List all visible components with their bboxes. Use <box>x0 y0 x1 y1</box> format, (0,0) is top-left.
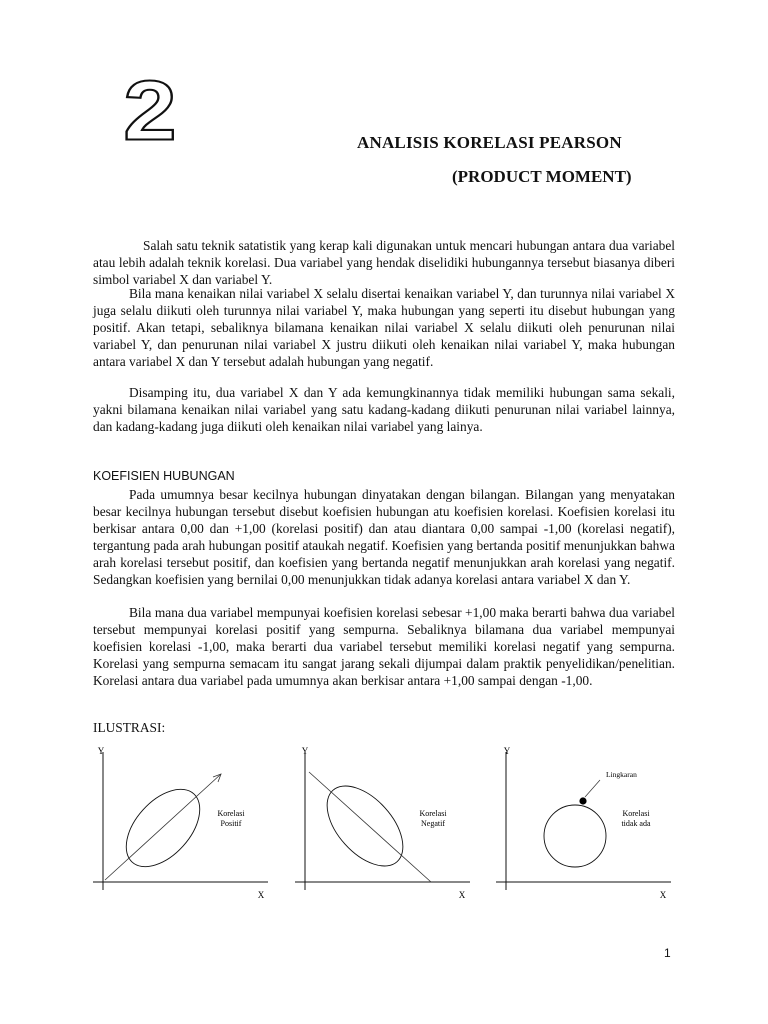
y-axis-label: Y <box>503 746 511 756</box>
koefisien-paragraph-2 <box>93 604 675 689</box>
y-axis-label: Y <box>97 746 105 756</box>
paragraph-text: Bila mana dua variabel mempunyai koefisien korelasi sebesar +1,00 maka berarti bahwa dua variabel tersebut mempunyai korelasi positif yang sempurna. Sebaliknya bilamana dua variabel mempunyai koefisien korelasi -1,00, maka berarti dua variabel tersebut memiliki korelasi negatif yang sempurna. Korelasi yang sempurna semacam itu sangat jarang sekali dijumpai dalam praktik penyelidikan/penelitian. Korelasi antara dua variabel pada umumnya akan berkisar antara +1,00 sampai dengan -1,00. <box>93 605 675 689</box>
section-heading: KOEFISIEN HUBUNGAN <box>93 469 235 483</box>
chart-no-correlation <box>496 740 676 910</box>
trend-line <box>309 772 431 882</box>
chart-positive-correlation <box>93 740 273 910</box>
x-axis-label: X <box>659 890 667 900</box>
chart-negative-correlation <box>295 740 475 910</box>
scatter-circle <box>544 805 606 867</box>
y-axis-label: Y <box>301 746 309 756</box>
caption-line-1: Korelasi <box>419 809 447 818</box>
page-number: 1 <box>664 946 671 960</box>
intro-paragraph-3 <box>93 384 675 435</box>
illustration-heading: ILUSTRASI: <box>93 720 166 735</box>
chapter-number: 2 <box>123 78 177 158</box>
annotation-pointer <box>585 780 600 797</box>
intro-paragraph-2 <box>93 285 675 370</box>
koefisien-paragraph-1 <box>93 486 675 589</box>
x-axis-label: X <box>257 890 265 900</box>
caption-line-2: Negatif <box>421 819 445 828</box>
circle-marker-dot <box>579 797 586 804</box>
title-line-2: (PRODUCT MOMENT) <box>452 167 632 186</box>
title-line-1: ANALISIS KORELASI PEARSON <box>357 133 622 152</box>
caption-line-2: tidak ada <box>621 819 651 828</box>
caption-line-2: Positif <box>220 819 242 828</box>
chapter-number-graphic <box>100 78 200 158</box>
paragraph-text: Disamping itu, dua variabel X dan Y ada kemungkinannya tidak memiliki hubungan sama sekali, yakni bilamana kenaikan nilai variabel yang satu kadang-kadang diikuti penurunan nilai variabel lainnya, dan kadang-kadang juga diikuti oleh kenaikan nilai variabel yang lainya. <box>93 385 675 435</box>
scatter-ellipse <box>112 776 214 881</box>
x-axis-label: X <box>458 890 466 900</box>
caption-line-1: Korelasi <box>217 809 245 818</box>
scatter-ellipse <box>313 772 417 879</box>
trend-line <box>105 774 221 880</box>
annotation-label: Lingkaran <box>606 770 637 779</box>
paragraph-text: Salah satu teknik satatistik yang kerap kali digunakan untuk mencari hubungan antara dua variabel atau lebih adalah teknik korelasi. Dua variabel yang hendak diselidiki hubungannya tersebut biasanya diberi simbol variabel X dan variabel Y. <box>93 238 675 288</box>
paragraph-text: Bila mana kenaikan nilai variabel X selalu disertai kenaikan variabel Y, dan turunnya nilai variabel X juga selalu diikuti oleh turunnya nilai variabel Y, maka hubungan yang seperti itu disebut hubungan yang positif. Akan tetapi, sebaliknya bilamana kenaikan nilai variabel X selalu diikuti oleh penurunan nilai variabel Y, dan penurunan nilai variabel X justru diikuti oleh kenaikan nilai variabel Y, maka hubungan antara variabel X dan Y tersebut adalah hubungan yang negatif. <box>93 286 675 370</box>
paragraph-text: Pada umumnya besar kecilnya hubungan dinyatakan dengan bilangan. Bilangan yang menyatakan besar kecilnya hubungan tersebut disebut koefisien hubungan atu koefisien korelasi. Koefisien korelasi itu berkisar antara 0,00 dan +1,00 (korelasi positif) dan atau diantara 0,00 sampai -1,00 (korelasi negatif), tergantung pada arah hubungan positif ataukah negatif. Koefisien yang bertanda positif menunjukkan bahwa arah korelasi tersebut positif, dan koefisien yang bertanda negatif menunjukkan arah korelasi yang negatif. Sedangkan koefisien yang bernilai 0,00 menunjukkan tidak adanya korelasi antara variabel X dan Y. <box>93 487 675 588</box>
caption-line-1: Korelasi <box>622 809 650 818</box>
intro-paragraph-1 <box>93 237 675 288</box>
